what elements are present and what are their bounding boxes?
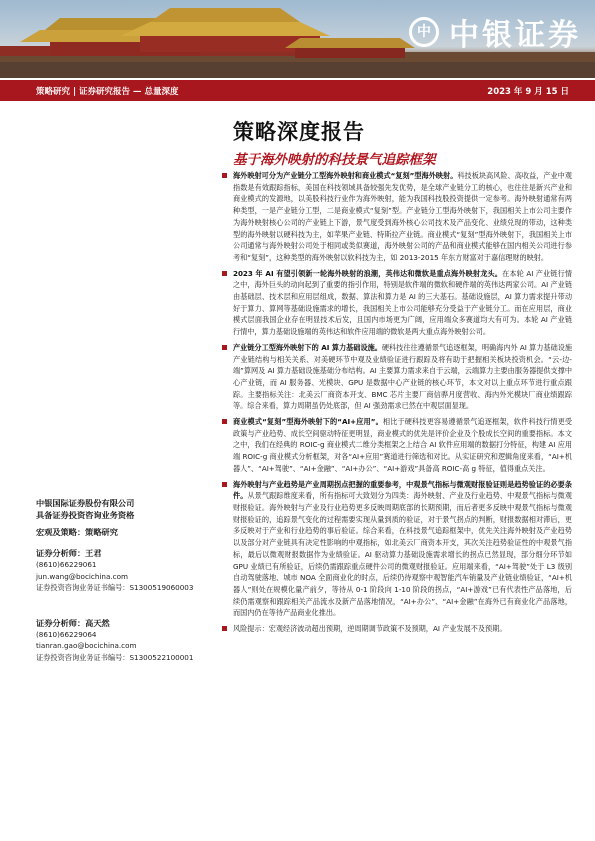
analyst-cert: 证券投资咨询业务证书编号：S1300519060003 bbox=[36, 583, 194, 592]
paragraph-lead: 商业模式“复刻”型海外映射下的“AI+应用”。 bbox=[233, 417, 383, 427]
logo-char: 中 bbox=[417, 24, 431, 40]
report-date: 2023 年 9 月 15 日 bbox=[487, 86, 569, 97]
paragraph-body: 从景气跟踪维度来看，所有指标可大致划分为四类：海外映射、产业及行业趋势、中观景气指标与微观财报验证。海外映射与产业及行业趋势更多反映周期底部的长期预期，而后者更多反映中观景气指标与微观财报验证的，追踪景气变化的过程需要实现从量到质的验证，对于景气拐点的判断，财报数据相对滞后，更多反映对于产业和行业趋势的事后验证。综合来看，在科技景气追踪框架中，优先关注海外映射及产业趋势以及部分对产业链具有决定性影响的中观指标，如北美云厂商资本开支，其次关注趋势验证性的中观景气指标，最后以微观财报数据作为业绩验证。AI 驱动算力基础设施需求增长的拐点已然显现，部分细分环节如 GPU 业绩已有所验证，后续仍需跟踪重点硬件公司的微观财报验证。应用端来看，“AI+驾驶”处于 L3 级别自动驾驶落地、城市 NOA 全面商业化的时点，后续仍待观察中观智能汽车销量及产业链业绩验证，“AI+机器人”则处在规模化量产前夕，等待从 0-1 阶段向 1-10 阶段的拐点，“AI+游戏”已有代表性产品落地，后续仍需观察和跟踪相关产品流水及新产品落地情况，“AI+办公”、“AI+金融”在海外已有商业化产品落地，而国内仍在等待产品商业化推出。 bbox=[233, 491, 572, 618]
summary-paragraph bbox=[222, 416, 572, 475]
report-category-strip bbox=[0, 80, 595, 101]
summary-paragraph bbox=[222, 268, 572, 338]
paragraph-body: 风险提示：宏观经济波动超出预期，逆周期调节政策不及预期，AI 产业发展不及预期。 bbox=[233, 624, 507, 634]
summary-body bbox=[222, 170, 572, 635]
header-banner bbox=[0, 0, 595, 78]
paragraph-lead: 产业链分工型海外映射下的 AI 算力基础设施。 bbox=[233, 342, 382, 352]
paragraph-body: 硬科技往往遵循景气追逐框架，明确海内外 AI 算力基础设施产业链结构与相关关系、对美硬环节中观及业绩验证进行跟踪及将有助于把握相关板块投资机会。“云-边-端”算网及 AI 算力基础设施基础分布结构。AI 主要算力需求来自于云端，云端算力主要由服务器提供支撑中心产业链，而 AI 服务器、光模块、GPU 是数据中心产业链的核心环节，本文对以上重点环节进行重点跟踪。主要指标关注：北美云厂商资本开支、BMC 芯片主要厂商信骅月度营收、海内外光模块厂商业绩跟踪等。综合来看，算力周期虽仍处底部，但 AI 强劲需求已然在中观层面显现。 bbox=[233, 342, 573, 411]
brand-name: 中银证券 bbox=[449, 18, 581, 53]
paragraph-body: 科技板块高风险、高收益，产业中观指数是有效跟踪指标，美国在科技领域具备较强先发优势，是全球产业链分工的核心，也往往是新兴产业和商业模式的发源地，以美股科技行业作为海外映射，能为我国科技股投资提供一定参考。海外映射通常有两种类型，一是产业链分工型，二是商业模式“复刻”型。产业链分工型海外映射下，我国相关上市公司主要作为海外映射核心公司的产业链上下游，景气度受到海外核心公司技术及产品变化、业绩兑现的带动，这种类型的海外映射以硬科技为主，如苹果产业链、特斯拉产业链。商业模式“复刻”型海外映射下，我国相关上市公司通常与海外映射公司处于相同或类似赛道，海外映射公司的产品和商业模式能够在国内相关公司进行参考和“复刻”，这种类型的海外映射以软科技为主，如 2013-2015 年东方财富对于嘉信理财的映射。 bbox=[233, 171, 572, 262]
bank-logo-icon bbox=[409, 17, 439, 47]
analyst-title: 证券分析师：王君 bbox=[36, 548, 102, 558]
paragraph-body: 在本轮 AI 产业链行情之中，海外巨头的动向起到了重要的指引作用，特别是软件端的微软和硬件端的英伟达两家公司。AI 产业链由基础层、技术层和应用层组成，数据、算法和算力是 AI 的三大基石。基础设施层，AI 算力需求提升带动好于算力、算网等基础设施需求的增长，我国相关上市公司能够充分受益于产业链分工。而在应用层，商业模式层面我国企业存在明显技术后发，且国内市场更为广阔，应用端众多赛道均大有可为。本轮 AI 产业链行情中，算力基础设施端的英伟达和软件应用端的微软是两大重点海外映射公司。 bbox=[233, 268, 573, 337]
summary-paragraph bbox=[222, 479, 572, 619]
summary-paragraph bbox=[222, 342, 572, 412]
report-title: 策略深度报告 bbox=[233, 120, 365, 144]
paragraph-lead: 海外映射可分为产业链分工型海外映射和商业模式“复刻”型海外映射。 bbox=[233, 171, 458, 180]
sidebar bbox=[36, 497, 211, 663]
org-qualification: 具备证券投资咨询业务资格 bbox=[36, 510, 135, 520]
analyst-email: tianran.gao@bocichina.com bbox=[36, 641, 137, 650]
paragraph-lead: 2023 年 AI 有望引领新一轮海外映射的浪潮，英伟达和微软是重点海外映射龙头。 bbox=[233, 268, 503, 278]
paragraph-body: 相比于硬科技更容易遵循景气追逐框架，软件科技行情更受政策与产业趋势、成长空间驱动特征更明显，商业模式的优先是评价企业及个股成长空间的重要指标。本文之中，我们在经典的 ROIC-g 商业模式二维分类框架之上结合 AI 软件应用端的数据打分特征，构建 AI 应用端 ROIC-g 商业模式分析框架，对各“AI+应用”赛道进行筛选和对比。从实证研究和逻辑角度来看，“AI+机器人”、“AI+驾驶”、“AI+金融”、“AI+办公”、“AI+游戏”具备高 ROIC-高 g 特征，值得重点关注。 bbox=[233, 417, 572, 473]
risk-warning bbox=[222, 623, 572, 635]
org-name: 中银国际证券股份有限公司 bbox=[36, 498, 135, 508]
analyst-phone: (8610)66229061 bbox=[36, 560, 97, 569]
analyst-cert: 证券投资咨询业务证书编号：S1300522100001 bbox=[36, 652, 194, 662]
analyst-email: jun.wang@bocichina.com bbox=[36, 571, 128, 581]
report-category: 策略研究 | 证券研究报告 — 总量深度 bbox=[36, 86, 179, 97]
analyst-phone: (8610)66229064 bbox=[36, 629, 97, 639]
report-subtitle: 基于海外映射的科技景气追踪框架 bbox=[233, 152, 436, 168]
analyst-title: 证券分析师：高天然 bbox=[36, 617, 110, 628]
summary-paragraph bbox=[222, 170, 572, 264]
research-category: 宏观及策略：策略研究 bbox=[36, 527, 118, 537]
brand bbox=[409, 10, 581, 54]
paragraph-lead: 海外映射与产业趋势是产业周期拐点把握的重要参考，中观景气指标与微观财报验证则是趋势验证的必要条件。 bbox=[233, 479, 572, 501]
